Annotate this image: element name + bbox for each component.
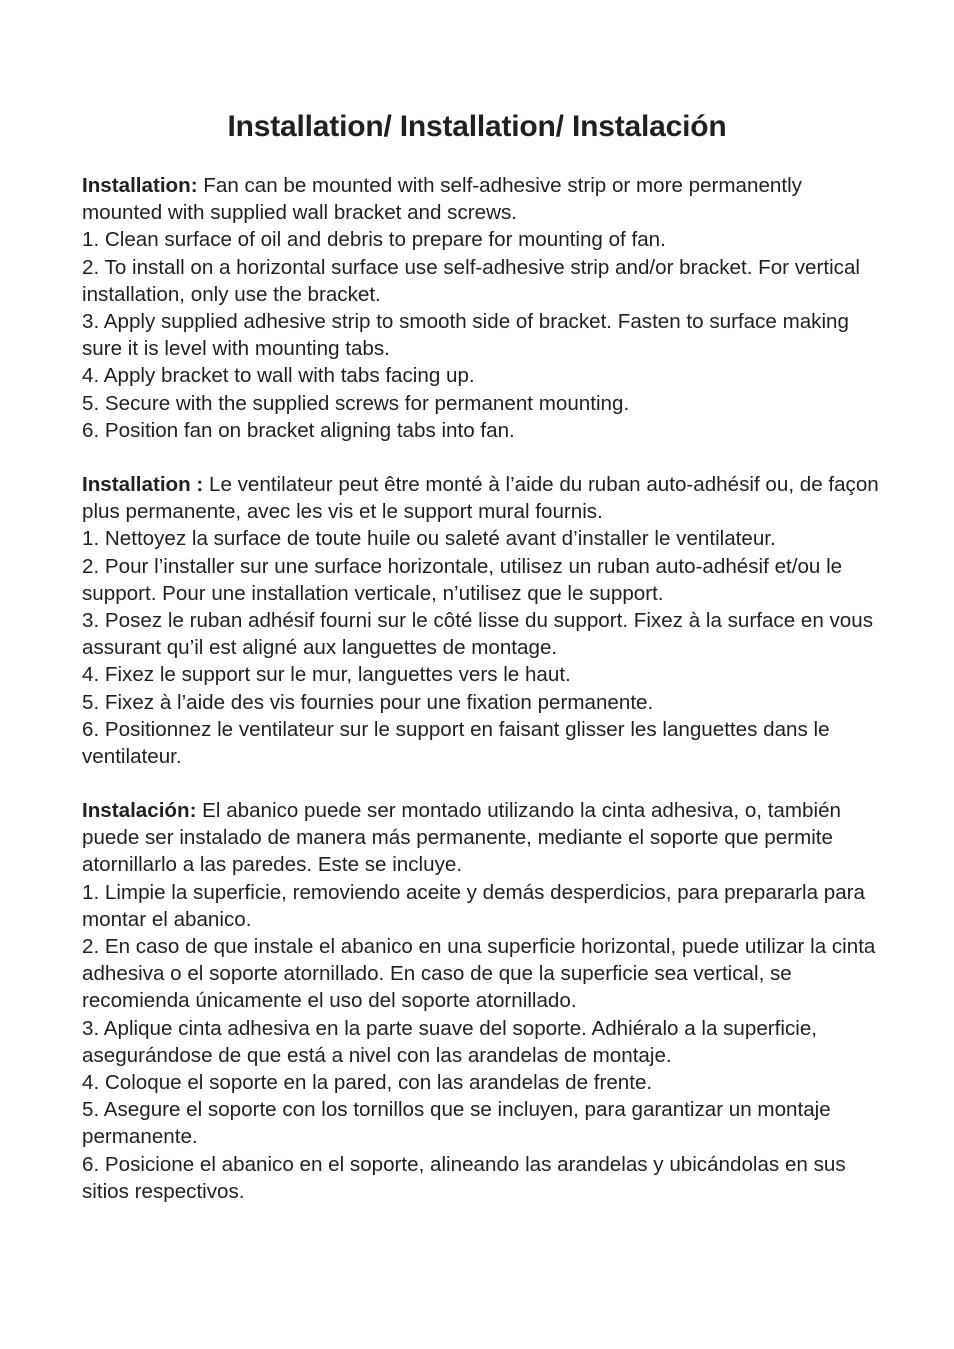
section-english: [82, 172, 882, 444]
step-2: 2. To install on a horizontal surface use self-adhesive strip and/or bracket. For vertical installation, only use the bracket.: [82, 255, 860, 306]
section-label: Installation:: [82, 174, 198, 197]
step-5: 5. Secure with the supplied screws for permanent mounting.: [82, 391, 630, 415]
section-intro: [82, 471, 882, 525]
step-4: 4. Fixez le support sur le mur, languettes vers le haut.: [82, 663, 571, 687]
step-6: 6. Positionnez le ventilateur sur le support en faisant glisser les languettes dans le ventilateur.: [82, 717, 830, 769]
section-french: [82, 471, 882, 770]
section-intro-text: El abanico puede ser montado utilizando la cinta adhesiva, o, también puede ser instalado de manera más permanente, mediante el soporte que permite atornillarlo a las paredes. Este se incluye.: [82, 799, 841, 877]
step-1: 1. Nettoyez la surface de toute huile ou saleté avant d’installer le ventilateur.: [82, 527, 776, 551]
section-label: Installation :: [82, 473, 204, 496]
step-2: 2. Pour l’installer sur une surface horizontale, utilisez un ruban auto-adhésif et/ou le support. Pour une installation verticale, n’utilisez que le support.: [82, 554, 843, 605]
step-3: 3. Posez le ruban adhésif fourni sur le côté lisse du support. Fixez à la surface en vous assurant qu’il est aligné aux languettes de montage.: [82, 609, 873, 660]
step-1: 1. Limpie la superficie, removiendo aceite y demás desperdicios, para prepararla para montar el abanico.: [82, 880, 865, 931]
step-4: 4. Apply bracket to wall with tabs facing up.: [82, 364, 475, 388]
page-title: Installation/ Installation/ Instalación: [227, 110, 727, 143]
section-intro-text: Fan can be mounted with self-adhesive strip or more permanently mounted with supplied wall bracket and screws.: [82, 174, 802, 225]
step-6: 6. Posicione el abanico en el soporte, alineando las arandelas y ubicándolas en sus sitios respectivos.: [82, 1152, 846, 1203]
section-intro: [82, 172, 882, 226]
step-3: 3. Aplique cinta adhesiva en la parte suave del soporte. Adhiéralo a la superficie, asegurándose de que está a nivel con las arandelas de montaje.: [82, 1016, 817, 1067]
step-2: 2. En caso de que instale el abanico en una superficie horizontal, puede utilizar la cinta adhesiva o el soporte atornillado. En caso de que la superficie sea vertical, se recomienda únicamente el uso del soporte atornillado.: [82, 935, 876, 1013]
section-intro-text: Le ventilateur peut être monté à l’aide du ruban auto-adhésif ou, de façon plus permanente, avec les vis et le support mural fournis.: [82, 473, 879, 524]
step-5: 5. Fixez à l’aide des vis fournies pour une fixation permanente.: [82, 690, 654, 714]
section-spanish: [82, 797, 882, 1205]
step-5: 5. Asegure el soporte con los tornillos que se incluyen, para garantizar un montaje permanente.: [82, 1098, 831, 1149]
section-intro: [82, 797, 882, 879]
step-3: 3. Apply supplied adhesive strip to smooth side of bracket. Fasten to surface making sure it is level with mounting tabs.: [82, 310, 849, 361]
step-1: 1. Clean surface of oil and debris to prepare for mounting of fan.: [82, 228, 666, 252]
step-6: 6. Position fan on bracket aligning tabs into fan.: [82, 418, 515, 442]
step-4: 4. Coloque el soporte en la pared, con las arandelas de frente.: [82, 1071, 653, 1095]
section-label: Instalación:: [82, 799, 197, 822]
